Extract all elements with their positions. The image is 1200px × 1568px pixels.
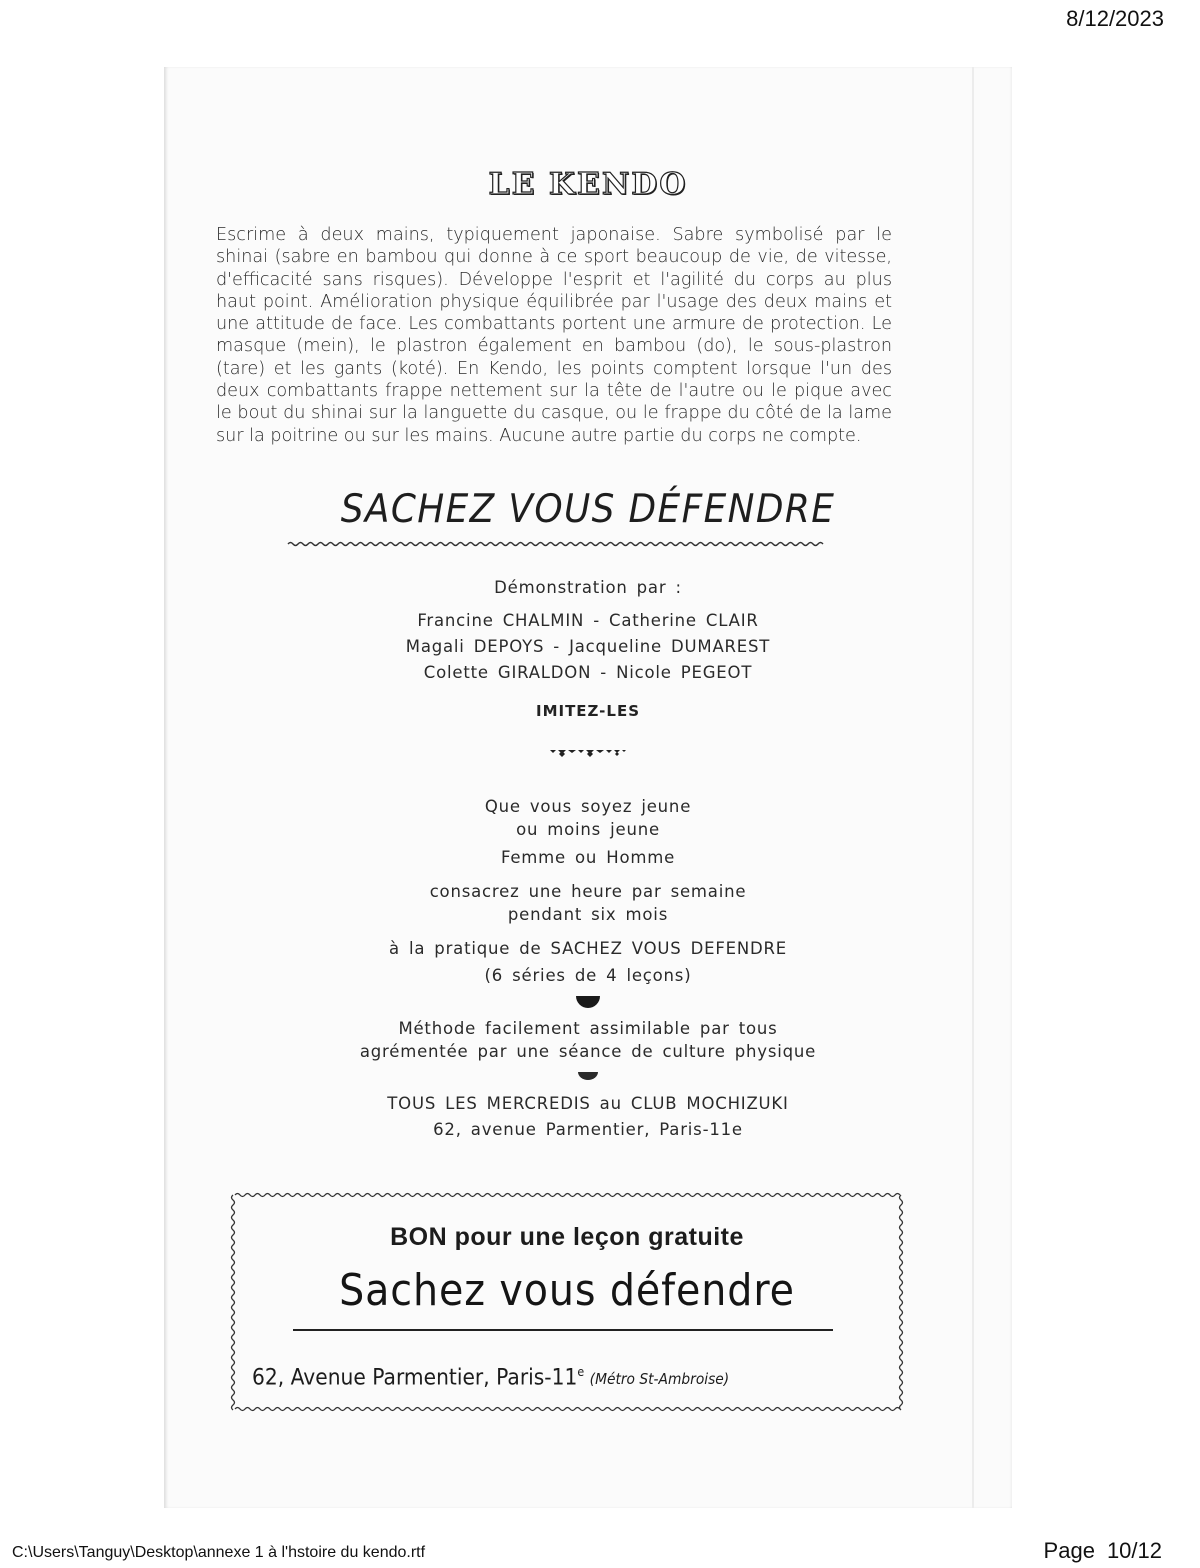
file-path: C:\Users\Tanguy\Desktop\annexe 1 à l'hstoire du kendo.rtf bbox=[12, 1544, 426, 1561]
coupon-rule bbox=[293, 1329, 833, 1331]
diamond-ornament-icon bbox=[164, 747, 1012, 761]
page-date: 8/12/2023 bbox=[1066, 6, 1164, 31]
method-line: agrémentée par une séance de culture physique bbox=[359, 1042, 817, 1061]
page-indicator bbox=[1044, 1538, 1162, 1564]
demonstrator-line: Magali DEPOYS - Jacqueline DUMAREST bbox=[405, 637, 771, 656]
pitch-line: (6 séries de 4 leçons) bbox=[484, 966, 692, 985]
club-address-line: 62, avenue Parmentier, Paris-11e bbox=[433, 1120, 743, 1139]
coupon-address-sup: e bbox=[577, 1365, 585, 1379]
slogan-heading: SACHEZ VOUS DÉFENDRE bbox=[340, 487, 836, 532]
wavy-underline bbox=[286, 539, 826, 549]
intro-paragraph: Escrime à deux mains, typiquement japonaise. Sabre symbolisé par le shinai (sabre en bambou qui donne à ce sport beaucoup de vie, de vitesse, d'efficacité sans risques). Développe l'esprit et l'agilité du corps au plus haut point. Amélioration physique équilibrée par l'usage des deux mains et une attitude de face. Les combattants portent une armure de protection. Le masque (mein), le plastron également en bambou (do), le sous-plastron (tare) et les gants (koté). En Kendo, les points comptent lorsque l'un des deux combattants frappe nettement sur la tête de l'autre ou le pique avec le bout du shinai sur la languette du casque, ou le frappe du côté de la lame sur la poitrine ou sur les mains. Aucune autre partie du corps ne compte. bbox=[216, 225, 892, 446]
free-lesson-coupon bbox=[227, 1187, 907, 1417]
coupon-metro: (Métro St-Ambroise) bbox=[589, 1370, 730, 1389]
method-line: Méthode facilement assimilable par tous bbox=[398, 1019, 778, 1038]
page-number: 10/12 bbox=[1106, 1538, 1162, 1563]
demonstration-section bbox=[164, 575, 1012, 724]
schedule-section bbox=[164, 1091, 1012, 1143]
demonstrator-line: Francine CHALMIN - Catherine CLAIR bbox=[417, 611, 759, 630]
pitch-line: pendant six mois bbox=[507, 905, 669, 924]
half-circle-ornament-icon bbox=[164, 995, 1012, 1009]
coupon-brand: Sachez vous défendre bbox=[339, 1265, 795, 1316]
schedule-line: TOUS LES MERCREDIS au CLUB MOCHIZUKI bbox=[387, 1094, 789, 1113]
imitez-les-label: IMITEZ-LES bbox=[535, 702, 640, 720]
coupon-address: 62, Avenue Parmentier, Paris-11 bbox=[252, 1365, 578, 1391]
scanned-page bbox=[164, 67, 1012, 1508]
half-circle-ornament-icon bbox=[164, 1071, 1012, 1081]
demonstrator-line: Colette GIRALDON - Nicole PEGEOT bbox=[423, 663, 753, 682]
demonstration-label: Démonstration par : bbox=[494, 578, 682, 597]
coupon-headline: BON pour une leçon gratuite bbox=[390, 1223, 744, 1251]
coupon-address-block bbox=[252, 1365, 836, 1390]
method-section bbox=[164, 1017, 1012, 1063]
pitch-line: ou moins jeune bbox=[516, 820, 660, 839]
pitch-line: à la pratique de SACHEZ VOUS DEFENDRE bbox=[389, 939, 787, 958]
page-edge-shadow bbox=[972, 67, 974, 1508]
pitch-line: consacrez une heure par semaine bbox=[429, 882, 747, 901]
pitch-line: Que vous soyez jeune bbox=[484, 797, 692, 816]
document-title: LE KENDO bbox=[488, 167, 688, 202]
pitch-section bbox=[164, 795, 1012, 989]
page-label: Page bbox=[1043, 1538, 1095, 1563]
pitch-line: Femme ou Homme bbox=[500, 848, 676, 867]
